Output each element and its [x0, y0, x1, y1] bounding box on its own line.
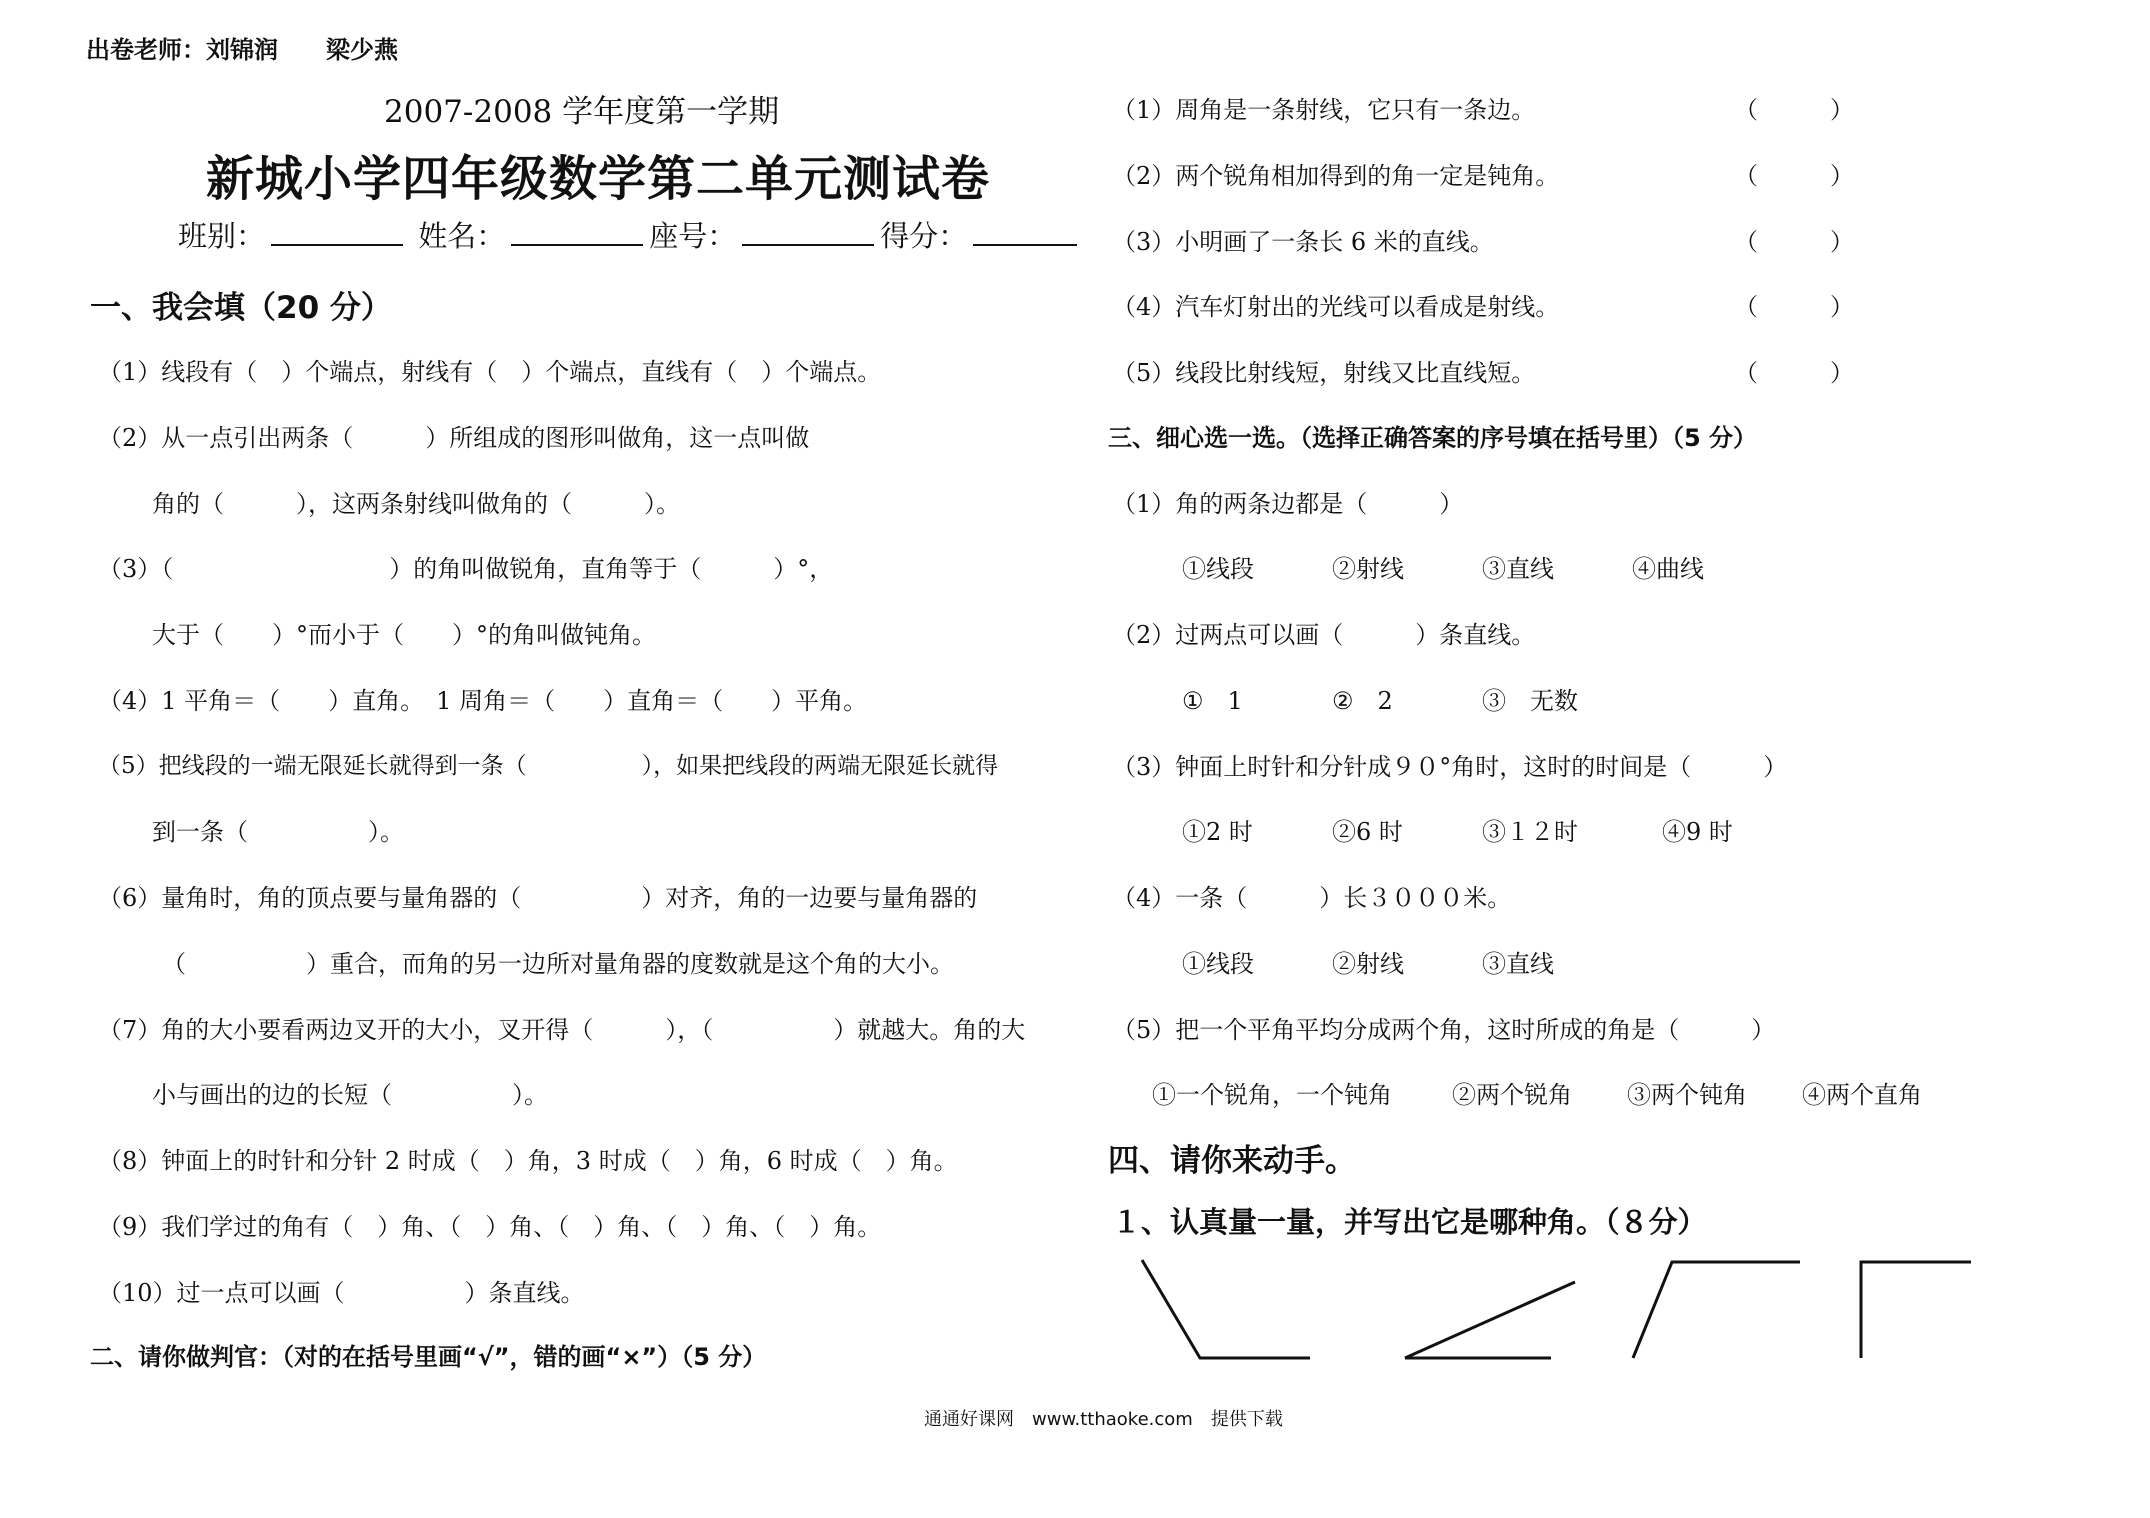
s1-line: 小与画出的边的长短（ ）。: [152, 1081, 548, 1109]
s3-option[interactable]: ②6 时: [1332, 818, 1403, 846]
seat-label: 座号：: [649, 219, 737, 253]
s3-option[interactable]: ①线段: [1182, 950, 1254, 978]
s1-line: （4）1 平角＝（ ）直角。 1 周角＝（ ）直角＝（ ）平角。: [98, 687, 868, 715]
s3-option[interactable]: ③１２时: [1482, 818, 1578, 846]
s3-question: （1）角的两条边都是（ ）: [1112, 490, 1464, 518]
s1-line: （9）我们学过的角有（ ）角、（ ）角、（ ）角、（ ）角、（ ）角。: [98, 1213, 882, 1241]
class-field[interactable]: [271, 220, 403, 246]
s1-line: （1）线段有（ ）个端点，射线有（ ）个端点，直线有（ ）个端点。: [98, 358, 882, 386]
student-info-row: [178, 214, 1083, 255]
s1-line: （2）从一点引出两条（ ）所组成的图形叫做角，这一点叫做: [98, 424, 810, 452]
s3-option[interactable]: ③两个钝角: [1627, 1081, 1747, 1109]
section3-heading: 三、细心选一选。（选择正确答案的序号填在括号里）（5 分）: [1108, 424, 1758, 452]
s3-option[interactable]: ③直线: [1482, 950, 1554, 978]
s1-line: （10）过一点可以画（ ）条直线。: [98, 1279, 585, 1307]
s1-line: （3）（ ）的角叫做锐角，直角等于（ ）°，: [98, 555, 834, 583]
s2-answer-paren[interactable]: （ ）: [1734, 293, 1854, 321]
s3-option[interactable]: ③ 无数: [1482, 687, 1578, 715]
s3-question: （3）钟面上时针和分针成９０°角时，这时的时间是（ ）: [1112, 753, 1788, 781]
s1-line: （ ）重合，而角的另一边所对量角器的度数就是这个角的大小。: [162, 950, 954, 978]
s2-answer-paren[interactable]: （ ）: [1734, 162, 1854, 190]
s3-option[interactable]: ④9 时: [1662, 818, 1733, 846]
class-label: 班别：: [178, 219, 266, 253]
s2-item: （2）两个锐角相加得到的角一定是钝角。: [1112, 162, 1560, 190]
angle-figure-obtuse-open: [1633, 1262, 1800, 1358]
s1-line: 大于（ ）°而小于（ ）°的角叫做钝角。: [152, 621, 656, 649]
s3-question: （2）过两点可以画（ ）条直线。: [1112, 621, 1536, 649]
footer-credit: 通通好课网 www.tthaoke.com 提供下载: [924, 1409, 1283, 1430]
s1-line: （6）量角时，角的顶点要与量角器的（ ）对齐，角的一边要与量角器的: [98, 884, 978, 912]
s1-line: （5）把线段的一端无限延长就得到一条（ ），如果把线段的两端无限延长就得: [98, 753, 999, 779]
s2-answer-paren[interactable]: （ ）: [1734, 228, 1854, 256]
s2-item: （1）周角是一条射线，它只有一条边。: [1112, 96, 1536, 124]
name-field[interactable]: [511, 220, 643, 246]
school-term: 2007-2008 学年度第一学期: [384, 94, 780, 130]
page-title: 新城小学四年级数学第二单元测试卷: [206, 151, 991, 207]
section1-heading: 一、我会填（20 分）: [90, 290, 392, 326]
s3-option[interactable]: ④曲线: [1632, 555, 1704, 583]
s3-option[interactable]: ①线段: [1182, 555, 1254, 583]
s2-answer-paren[interactable]: （ ）: [1734, 359, 1854, 387]
angle-figure-right: [1861, 1262, 1971, 1358]
score-label: 得分：: [880, 219, 968, 253]
s3-option[interactable]: ④两个直角: [1802, 1081, 1922, 1109]
s1-line: 到一条（ ）。: [152, 818, 404, 846]
s2-item: （5）线段比射线短，射线又比直线短。: [1112, 359, 1536, 387]
section2-heading: 二、请你做判官：（对的在括号里画“√”，错的画“×”）（5 分）: [90, 1343, 767, 1371]
s2-item: （4）汽车灯射出的光线可以看成是射线。: [1112, 293, 1560, 321]
angle-figures: [1100, 1250, 2020, 1380]
section4-sub1: １、认真量一量，并写出它是哪种角。（８分）: [1112, 1205, 1707, 1239]
section4-heading: 四、请你来动手。: [1108, 1143, 1356, 1179]
s2-answer-paren[interactable]: （ ）: [1734, 96, 1854, 124]
s1-line: （7）角的大小要看两边叉开的大小，叉开得（ ），（ ）就越大。角的大: [98, 1016, 1026, 1044]
s3-option[interactable]: ① 1: [1182, 687, 1243, 715]
s3-option[interactable]: ③直线: [1482, 555, 1554, 583]
s2-item: （3）小明画了一条长 6 米的直线。: [1112, 228, 1494, 256]
s3-option[interactable]: ②射线: [1332, 555, 1404, 583]
angle-figure-obtuse: [1142, 1260, 1310, 1358]
score-field[interactable]: [973, 220, 1077, 246]
s3-question: （5）把一个平角平均分成两个角，这时所成的角是（ ）: [1112, 1016, 1776, 1044]
angle-figure-acute: [1405, 1282, 1575, 1358]
s3-option[interactable]: ②射线: [1332, 950, 1404, 978]
s3-option[interactable]: ② 2: [1332, 687, 1393, 715]
s3-option[interactable]: ②两个锐角: [1452, 1081, 1572, 1109]
teacher-names: 出卷老师：刘锦润 梁少燕: [86, 36, 398, 64]
s3-option[interactable]: ①一个锐角，一个钝角: [1152, 1081, 1392, 1109]
s1-line: 角的（ ），这两条射线叫做角的（ ）。: [152, 490, 680, 518]
s1-line: （8）钟面上的时针和分针 2 时成（ ）角，3 时成（ ）角，6 时成（ ）角。: [98, 1147, 958, 1175]
seat-field[interactable]: [742, 220, 874, 246]
s3-question: （4）一条（ ）长３０００米。: [1112, 884, 1512, 912]
s3-option[interactable]: ①2 时: [1182, 818, 1253, 846]
name-label: 姓名：: [418, 219, 506, 253]
